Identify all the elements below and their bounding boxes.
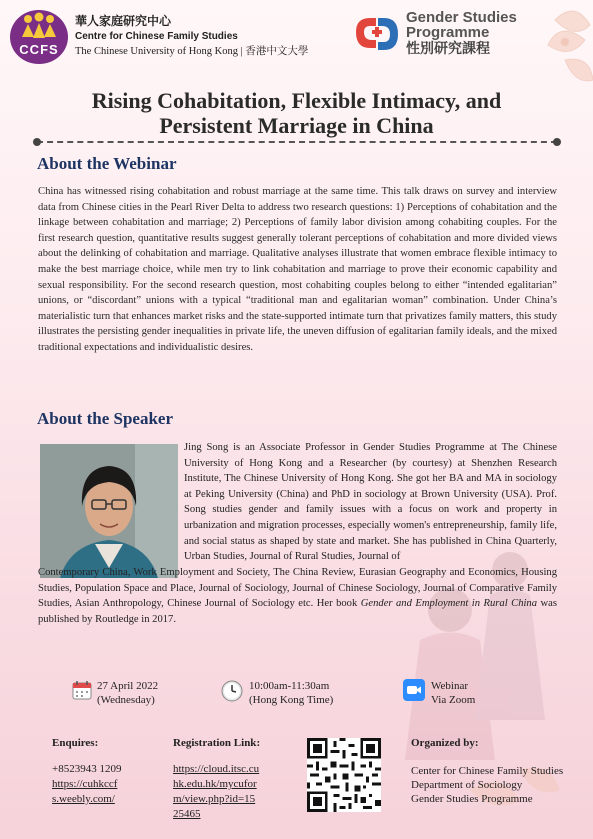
enquires-phone: +8523943 1209 bbox=[52, 763, 122, 775]
event-date-text: 27 April 2022 bbox=[97, 680, 159, 692]
ccfs-logo bbox=[10, 10, 68, 64]
book-title: Gender and Employment in Rural China bbox=[360, 598, 538, 610]
speaker-bio-end: was published by Routledge in 2017. bbox=[38, 598, 557, 625]
title-line-1: Rising Cohabitation, Flexible Intimacy, and bbox=[91, 88, 502, 113]
speaker-photo bbox=[40, 444, 178, 578]
family-figures-icon bbox=[10, 10, 68, 40]
speaker-bio-text: Contemporary China, Work Employment and Society, The China Review, Eurasian Geography and Economics, Housing Studies, Population Space and Place, Journal of Sociology, Journal of Chinese Sociology, Journal of Comparative Family Studies, Asian Anthropology, Chinese Journal of Sociology etc. Her book bbox=[38, 567, 557, 610]
speaker-bio-part1: Jing Song is an Associate Professor in Gender Studies Programme at The Chinese University of Hong Kong and a Researcher (by courtesy) at Shenzhen Research Institute, The Chinese University of Hong Kong. She got her BA and MA in sociology at Peking University (China) and PhD in sociology at Brown University (USA). Prof. Song studies gender and family issues with a focus on work and property in urbanization and migration processes, especially women's entrepreneurship, family life, and social status as shaped by state and market. She has published in China Quarterly, Urban Studies, Journal of Rural Studies, Journal of bbox=[184, 442, 557, 563]
registration-qr-code[interactable] bbox=[307, 738, 381, 812]
registration-heading: Registration Link: bbox=[173, 737, 261, 749]
header bbox=[0, 0, 593, 75]
university-name: The Chinese University of Hong Kong | 香港中文大學 bbox=[75, 46, 309, 57]
event-time bbox=[249, 679, 333, 707]
webinar-description: China has witnessed rising cohabitation and robust marriage at the same time. This talk draws on survey and interview data from Chinese cities in the Pearl River Delta to address two research questions: 1) Perceptions of cohabitation and the linkage between cohabitation and marriage; 2) Perceptions of family labor division among cohabiting couples. For the first research question, quantitative results suggest generally tolerant perceptions of cohabitation and more divided views about the delinking of cohabitation and marriage. Qualitative analyses illustrate that women embrace flexible intimacy to make the best marriage choice, while men try to link cohabitation and marriage to prove their economic capability and sexual responsibility. For the second research question, most cohabiting couples belong to either “intended egalitarian” unions, or “discordant” unions with a typical “traditional man and egalitarian woman” combination. Under China’s materialistic turn that enhances market risks and the state-supported intimate turn that privatizes family matters, this study illustrates the persisting gender inequalities in private life, the uneven diffusion of egalitarian family ideals, and the mixed traditional expectations and individualistic desires. bbox=[38, 186, 557, 353]
event-mode bbox=[431, 679, 475, 707]
registration-link[interactable]: https://cloud.itsc.cu hk.edu.hk/mycufor m/view.php?id=15 25465 bbox=[173, 763, 260, 820]
event-weekday: (Wednesday) bbox=[97, 694, 155, 706]
organizers-list bbox=[411, 764, 563, 806]
event-timezone: (Hong Kong Time) bbox=[249, 694, 334, 706]
page-title bbox=[20, 88, 573, 138]
clock-icon bbox=[221, 680, 243, 702]
zoom-icon bbox=[403, 679, 425, 701]
gsp-name-block bbox=[406, 10, 517, 57]
organizers-heading: Organized by: bbox=[411, 737, 479, 749]
gsp-name-zh: 性別研究課程 bbox=[406, 41, 490, 57]
event-date bbox=[97, 679, 158, 707]
calendar-icon bbox=[72, 680, 92, 700]
speaker-heading: About the Speaker bbox=[37, 409, 174, 428]
ccfs-name-zh: 華人家庭研究中心 bbox=[75, 14, 172, 28]
event-time-text: 10:00am-11:30am bbox=[249, 680, 330, 692]
ccfs-logo-text: CCFS bbox=[19, 42, 59, 57]
webinar-heading: About the Webinar bbox=[37, 154, 177, 173]
enquires-website-link[interactable]: https://cuhkccf s.weebly.com/ bbox=[52, 778, 118, 805]
organizer-item: Center for Chinese Family Studies bbox=[411, 765, 564, 777]
enquires-info bbox=[52, 762, 121, 807]
organizer-item: Gender Studies Programme bbox=[411, 793, 533, 805]
organizer-item: Department of Sociology bbox=[411, 779, 523, 791]
enquires-heading: Enquires: bbox=[52, 737, 99, 749]
event-mode-line1: Webinar bbox=[431, 680, 468, 692]
title-divider bbox=[37, 141, 557, 143]
event-mode-line2: Via Zoom bbox=[431, 694, 476, 706]
gsp-name-line1: Gender Studies bbox=[406, 9, 517, 26]
ccfs-name-en: Centre for Chinese Family Studies bbox=[75, 31, 238, 42]
gsp-name-line2: Programme bbox=[406, 24, 490, 41]
ccfs-name-block bbox=[75, 14, 308, 59]
speaker-bio-part2 bbox=[38, 565, 557, 627]
title-line-2: Persistent Marriage in China bbox=[159, 113, 434, 138]
gender-studies-logo bbox=[346, 10, 408, 58]
